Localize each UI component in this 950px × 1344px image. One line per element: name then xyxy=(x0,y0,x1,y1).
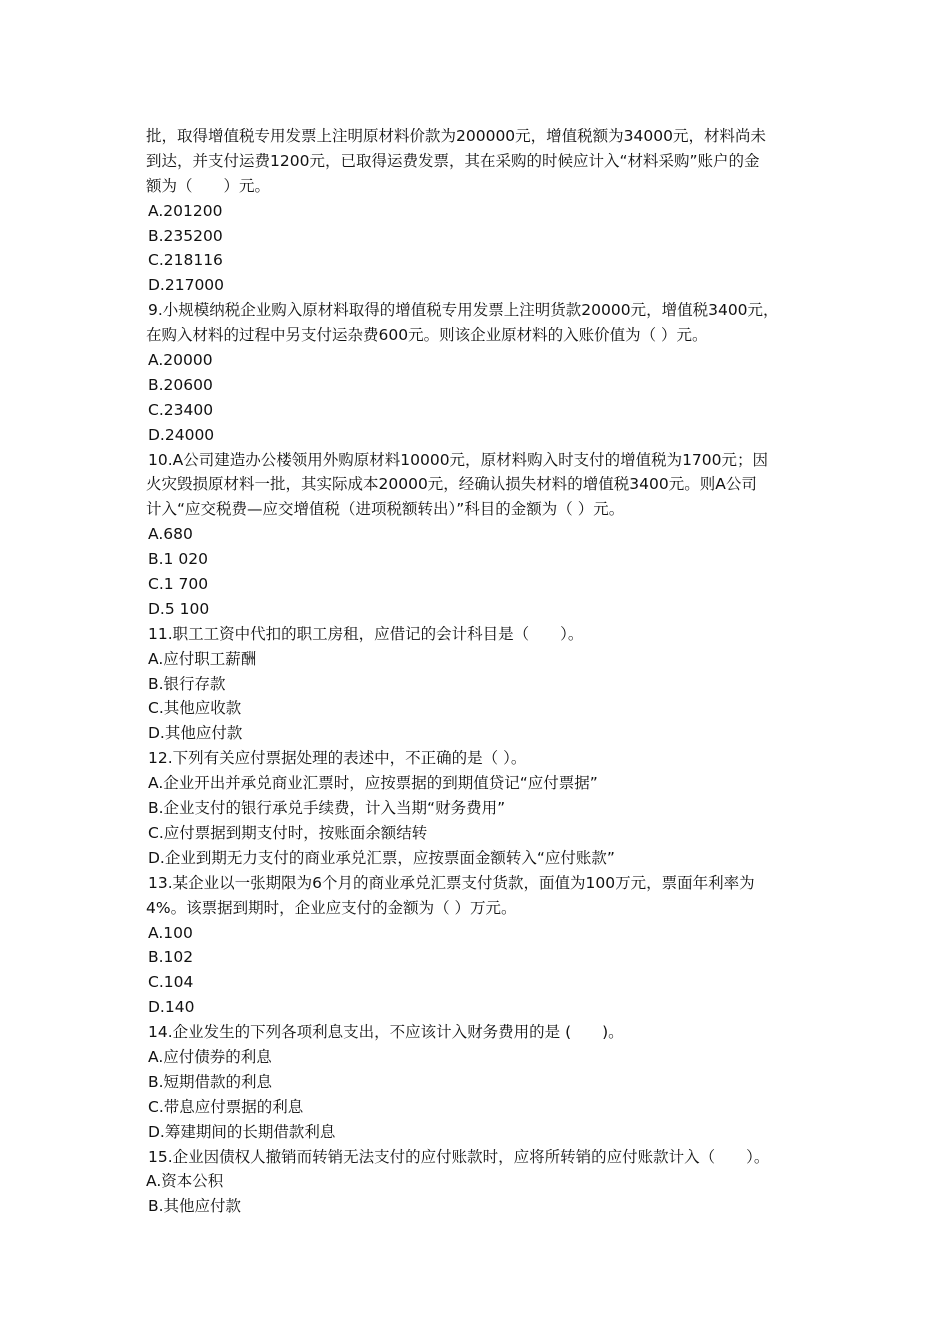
option-a: A.应付债券的利息 xyxy=(148,1047,272,1066)
question-text-line: 9.小规模纳税企业购入原材料取得的增值税专用发票上注明货款20000元，增值税3400元， xyxy=(148,301,779,320)
question-13 xyxy=(146,871,816,921)
option-a: A.应付职工薪酬 xyxy=(148,649,257,668)
question-8-continuation xyxy=(146,124,816,199)
option-d: D.217000 xyxy=(148,276,225,295)
question-11 xyxy=(146,622,816,647)
question-12 xyxy=(146,746,816,771)
option-c: C.218116 xyxy=(148,251,223,270)
option-b: B.20600 xyxy=(148,375,213,394)
option-c: C.带息应付票据的利息 xyxy=(148,1097,304,1116)
question-10 xyxy=(146,448,816,523)
option-b: B.其他应付款 xyxy=(148,1197,242,1216)
question-text-line: 到达，并支付运费1200元，已取得运费发票，其在采购的时候应计入“材料采购”账户的金 xyxy=(146,151,760,170)
option-c: C.104 xyxy=(148,973,194,992)
question-text-line: 火灾毁损原材料一批，其实际成本20000元，经确认损失材料的增值税3400元。则A公司 xyxy=(146,475,757,494)
question-text-line: 4%。该票据到期时，企业应支付的金额为（ ）万元。 xyxy=(146,898,517,917)
option-c: C.其他应收款 xyxy=(148,699,242,718)
question-15 xyxy=(146,1145,816,1170)
option-a: A.100 xyxy=(148,923,193,942)
question-text-line: 额为（ ）元。 xyxy=(146,176,271,195)
question-text-line: 15.企业因债权人撤销而转销无法支付的应付账款时，应将所转销的应付账款计入（ ）。 xyxy=(148,1147,770,1166)
option-c: C.1 700 xyxy=(148,575,209,594)
option-c: C.应付票据到期支付时，按账面余额结转 xyxy=(148,823,428,842)
question-text-line: 10.A公司建造办公楼领用外购原材料10000元，原材料购入时支付的增值税为1700元；因 xyxy=(148,450,769,469)
option-b: B.235200 xyxy=(148,226,223,245)
document-page xyxy=(146,124,816,1219)
option-d: D.其他应付款 xyxy=(148,724,243,743)
option-a: A.资本公积 xyxy=(146,1172,224,1191)
question-text-line: 12.下列有关应付票据处理的表述中，不正确的是（ ）。 xyxy=(148,749,527,768)
question-text-line: 14.企业发生的下列各项利息支出，不应该计入财务费用的是 ( )。 xyxy=(148,1023,624,1042)
question-9 xyxy=(146,298,816,348)
option-c: C.23400 xyxy=(148,400,214,419)
question-text-line: 11.职工工资中代扣的职工房租，应借记的会计科目是（ ）。 xyxy=(148,624,584,643)
option-d: D.筹建期间的长期借款利息 xyxy=(148,1122,336,1141)
question-text-line: 13.某企业以一张期限为6个月的商业承兑汇票支付货款，面值为100万元，票面年利率为 xyxy=(148,873,755,892)
option-a: A.企业开出并承兑商业汇票时，应按票据的到期值贷记“应付票据” xyxy=(148,774,598,793)
question-text-line: 批，取得增值税专用发票上注明原材料价款为200000元，增值税额为34000元，材料尚未 xyxy=(146,127,766,145)
option-a: A.20000 xyxy=(148,351,213,370)
option-d: D.5 100 xyxy=(148,599,210,618)
option-b: B.企业支付的银行承兑手续费，计入当期“财务费用” xyxy=(148,799,506,818)
option-d: D.140 xyxy=(148,998,195,1017)
option-b: B.短期借款的利息 xyxy=(148,1072,273,1091)
option-a: A.201200 xyxy=(148,201,223,220)
option-d: D.企业到期无力支付的商业承兑汇票，应按票面金额转入“应付账款” xyxy=(148,848,615,867)
option-d: D.24000 xyxy=(148,425,215,444)
option-b: B.102 xyxy=(148,948,194,967)
option-a: A.680 xyxy=(148,525,193,544)
question-14 xyxy=(146,1020,816,1045)
option-b: B.1 020 xyxy=(148,550,208,569)
question-text-line: 在购入材料的过程中另支付运杂费600元。则该企业原材料的入账价值为（ ）元。 xyxy=(146,326,708,345)
option-b: B.银行存款 xyxy=(148,674,226,693)
question-text-line: 计入“应交税费—应交增值税（进项税额转出）”科目的金额为（ ）元。 xyxy=(146,500,625,519)
